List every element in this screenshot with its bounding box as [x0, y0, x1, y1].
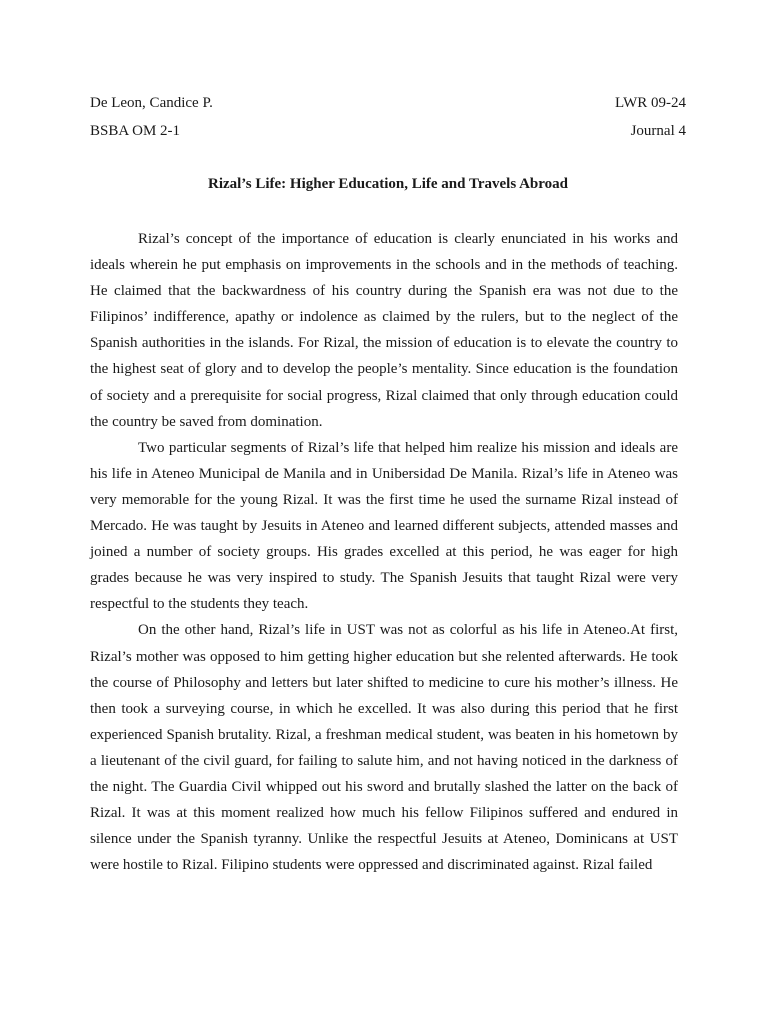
header-row-1 [90, 94, 686, 112]
header-row-2 [90, 122, 686, 140]
document-code: LWR 09-24 [615, 95, 686, 111]
document-title: Rizal’s Life: Higher Education, Life and Travels Abroad [207, 176, 569, 192]
paragraph: Rizal’s concept of the importance of education is clearly enunciated in his works and ideals wherein he put emphasis on improvements in the schools and in the methods of teaching. He claimed that the backwardness of his country during the Spanish era was not due to the Filipinos’ indifference, apathy or indolence as claimed by the rulers, but to the neglect of the Spanish authorities in the islands. For Rizal, the mission of education is to elevate the country to the highest seat of glory and to develop the people’s mentality. Since education is the foundation of society and a prerequisite for social progress, Rizal claimed that only through education could the country be saved from domination. [90, 231, 678, 430]
journal-number: Journal 4 [630, 123, 686, 139]
paragraph: On the other hand, Rizal’s life in UST was not as colorful as his life in Ateneo.At first, Rizal’s mother was opposed to him getting higher education but she relented afterwards. He took the course of Philosophy and letters but later shifted to medicine to cure his mother’s illness. He then took a surveying course, in which he excelled. It was also during this period that he first experienced Spanish brutality. Rizal, a freshman medical student, was beaten in his hometown by a lieutenant of the civil guard, for failing to salute him, and not having noticed in the darkness of the night. The Guardia Civil whipped out his sword and brutally slashed the latter on the back of Rizal. It was at this moment realized how much his fellow Filipinos suffered and endured in silence under the Spanish tyranny. Unlike the respectful Jesuits at Ateneo, Dominicans at UST were hostile to Rizal. Filipino students were oppressed and discriminated against. Rizal failed [90, 622, 678, 874]
document-body [90, 226, 678, 878]
paragraph: Two particular segments of Rizal’s life that helped him realize his mission and ideals are his life in Ateneo Municipal de Manila and in Unibersidad De Manila. Rizal’s life in Ateneo was very memorable for the young Rizal. It was the first time he used the surname Rizal instead of Mercado. He was taught by Jesuits in Ateneo and learned different subjects, attended masses and joined a number of society groups. His grades excelled at this period, he was eager for high grades because he was very inspired to study. The Spanish Jesuits that taught Rizal were very respectful to the students they teach. [90, 439, 678, 613]
course-section: BSBA OM 2-1 [90, 123, 181, 139]
author-name: De Leon, Candice P. [90, 95, 213, 111]
